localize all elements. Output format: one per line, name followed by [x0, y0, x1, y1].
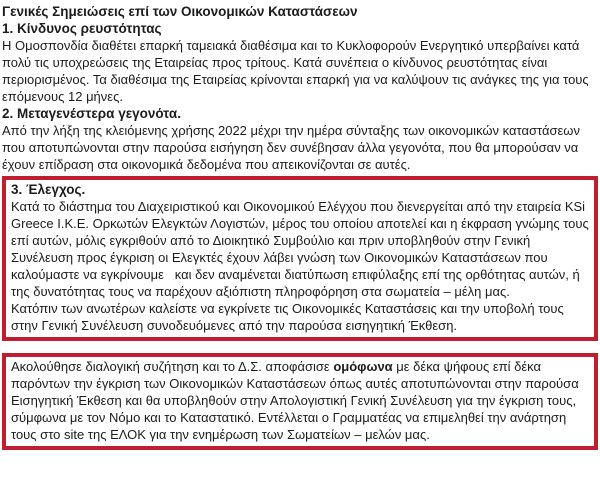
- paragraph-audit-process: Κατά το διάστημα του Διαχειριστικού και Οικονομικού Ελέγχου που διενεργείται από την εταιρεία KSi Greece Ι.Κ.Ε. Ορκωτών Ελεγκτών Λογιστών, μέρος του οποίου αποτελεί και η έκφραση γνώμης τους επί αυτών, μόλις εγκριθούν από το Διοικητικό Συμβούλιο και πριν υποβληθούν στην Γενική Συνέλευση προς έγκριση οι Ελεγκτές έχουν λάβει γνώση των Οικονομικών Καταστάσεων που καλούμαστε να εγκρίνουμε και δεν αναμένεται διατύπωση επιφύλαξης επί της ορθότητας αυτών, ή της δυνατότητας τους να παρέχουν αξιόπιστη πληροφόρηση στα σωματεία – μέλη μας.: [11, 199, 593, 299]
- paragraph-board-decision: [11, 358, 589, 443]
- paragraph-approval-call: Κατόπιν των ανωτέρων καλείστε να εγκρίνετε τις Οικονομικές Καταστάσεις και την υποβολή τους στην Γενική Συνέλευση συνοδευόμενες από την παρούσα εισηγητική Έκθεση.: [11, 301, 568, 333]
- decision-text-before-bold: Ακολούθησε διαλογική συζήτηση και το Δ.Σ. αποφάσισε: [11, 359, 334, 374]
- highlight-box-decision: [2, 353, 598, 450]
- paragraph-liquidity-risk: Η Ομοσπονδία διαθέτει επαρκή ταμειακά διαθέσιμα και το Κυκλοφορούν Ενεργητικό υπερβαίνει κατά πολύ τις υποχρεώσεις της Εταιρείας προς τρίτους. Κατά συνέπεια ο κίνδυνος ρευστότητας είναι περιορισμένος. Τα διαθέσιμα της Εταιρείας κρίνονται επαρκή για να καλύψουν τις ανάγκες της για τους επόμενους 12 μήνες.: [2, 38, 593, 104]
- section-heading-audit: 3. Έλεγχος.: [11, 182, 86, 197]
- page-title: Γενικές Σημειώσεις επί των Οικονομικών Καταστάσεων: [2, 4, 358, 19]
- unanimous-emphasis: ομόφωνα: [333, 359, 393, 374]
- section-heading-liquidity-risk: 1. Κίνδυνος ρευστότητας: [2, 21, 162, 36]
- decision-text-after-bold: με δέκα ψήφους επί δέκα παρόντων την έγκριση των Οικονομικών Καταστάσεων όπως αυτές αποτυπώνονται στην παρούσα Εισηγητική Έκθεση και θα υποβληθούν στην Απολογιστική Γενική Συνέλευση για την έγκριση τους, σύμφωνα με τον Νόμο και το Καταστατικό. Εντέλλεται ο Γραμματέας να επιμεληθεί την ανάρτηση τους στο site της ΕΛΟΚ για την ενημέρωση των Σωματείων – μελών μας.: [11, 359, 583, 442]
- paragraph-subsequent-events: Από την λήξη της κλειόμενης χρήσης 2022 μέχρι την ημέρα σύνταξης των οικονομικών καταστάσεων που αποτυπώνονται στην παρούσα εισήγηση δεν συνέβησαν άλλα γεγονότα, που θα μπορούσαν να έχουν επίδραση στα οικονομικά δεδομένα που απεικονίζονται σε αυτές.: [2, 123, 584, 172]
- section-heading-subsequent-events: 2. Μεταγενέστερα γεγονότα.: [2, 106, 181, 121]
- highlight-box-audit: [2, 176, 598, 341]
